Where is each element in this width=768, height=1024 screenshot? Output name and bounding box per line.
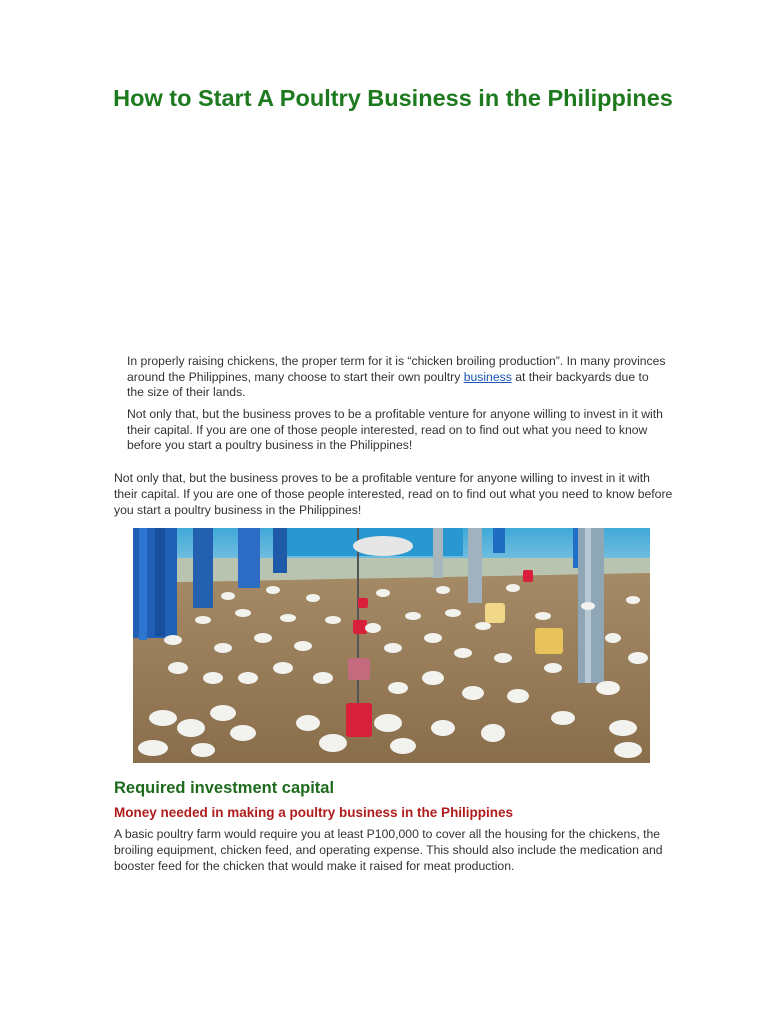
page-title: How to Start A Poultry Business in the Philippines	[113, 85, 673, 111]
section-subheading: Money needed in making a poultry business in the Philippines	[114, 805, 514, 820]
intro-paragraph-1	[127, 354, 667, 401]
section-heading: Required investment capital	[114, 779, 335, 797]
body-paragraph: Not only that, but the business proves to be a profitable venture for anyone willing to invest in it with their capital. If you are one of those people interested, read on to find out what you need to know before you start a poultry business in the Philippines!	[114, 471, 673, 517]
intro-text-before-link: In properly raising chickens, the proper term for it is “chicken broiling production”. In many provinces around the Philippines, many choose to start their own poultry	[127, 354, 666, 384]
intro-paragraph-2: Not only that, but the business proves to be a profitable venture for anyone willing to invest in it with their capital. If you are one of those people interested, read on to find out what you need to know before you start a poultry business in the Philippines!	[127, 407, 663, 453]
section-paragraph: A basic poultry farm would require you at least P100,000 to cover all the housing for the chickens, the broiling equipment, chicken feed, and operating expense. This should also include the medication and booster feed for the chicken that would make it raised for meat production.	[114, 827, 663, 873]
poultry-farm-photo	[133, 528, 650, 763]
intro-text-after-link: at their backyards due to the size of their lands.	[127, 369, 649, 400]
business-link[interactable]: business	[463, 369, 512, 384]
